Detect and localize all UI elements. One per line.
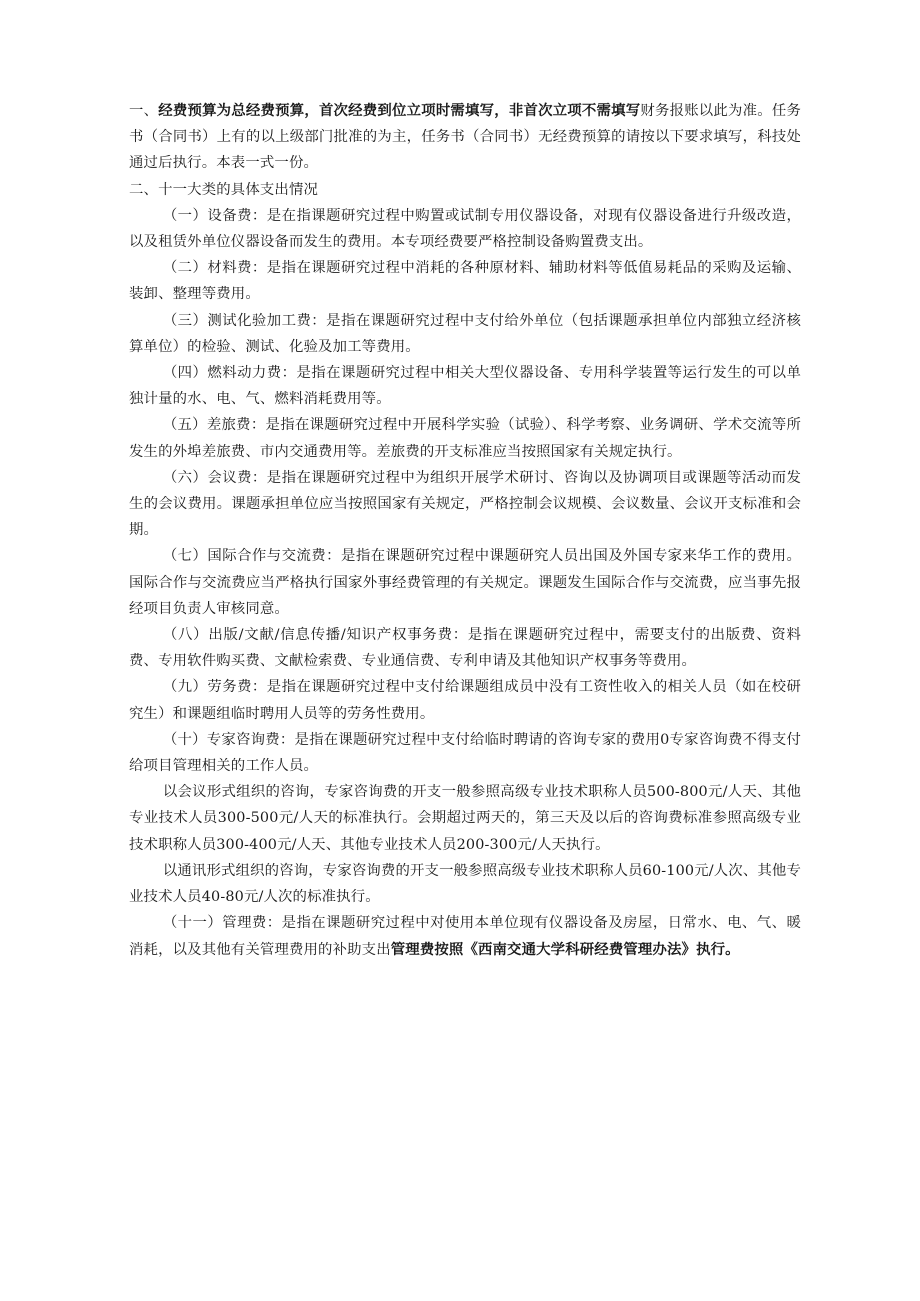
intro-text: 财务报账以此为准。任务书（合同书）上有的以上级部门批准的为主，任务书（合同书）无经费预算的请按以下要求填写，科技处通过后执行。本表一式一份。: [129, 103, 801, 172]
management-text: （十一）管理费：是指在课题研究过程中对使用本单位现有仪器设备及房屋，日常水、电、气、暖消耗，以及其他有关管理费用的补助支出: [129, 915, 801, 958]
expert-meeting-standard: 以会议形式组织的咨询，专家咨询费的开支一般参照高级专业技术职称人员500-800元/人天、其他专业技术人员300-500元/人天的标准执行。会期超过两天的，第三天及以后的咨询费标准参照高级专业技术职称人员300-400元/人天、其他专业技术人员200-300元/人天执行。: [129, 784, 801, 853]
management-bold-note: 管理费按照《西南交通大学科研经费管理办法》执行。: [390, 940, 740, 958]
item-travel: （五）差旅费：是指在课题研究过程中开展科学实验（试验）、科学考察、业务调研、学术交流等所发生的外埠差旅费、市内交通费用等。差旅费的开支标准应当按照国家有关规定执行。: [129, 417, 801, 460]
section-title: 二、十一大类的具体支出情况: [129, 181, 319, 198]
item-expert-consulting: （十）专家咨询费：是指在课题研究过程中支付给临时聘请的咨询专家的费用0专家咨询费不得支付给项目管理相关的工作人员。: [129, 731, 801, 775]
intro-prefix: 一、: [129, 103, 159, 119]
item-equipment: （一）设备费：是在指课题研究过程中购置或试制专用仪器设备，对现有仪器设备进行升级改造，以及租赁外单位仪器设备而发生的费用。本专项经费要严格控制设备购置费支出。: [129, 207, 801, 251]
item-testing: （三）测试化验加工费：是指在课题研究过程中支付给外单位（包括课题承担单位内部独立经济核算单位）的检验、测试、化验及加工等费用。: [129, 312, 801, 355]
intro-bold-note: 经费预算为总经费预算，首次经费到位立项时需填写，非首次立项不需填写: [158, 102, 641, 119]
intro-paragraph: [129, 98, 801, 177]
item-materials: （二）材料费：是指在课题研究过程中消耗的各种原材料、辅助材料等低值易耗品的采购及运输、装卸、整理等费用。: [129, 260, 801, 303]
item-labor: （九）劳务费：是指在课题研究过程中支付给课题组成员中没有工资性收入的相关人员（如在校研究生）和课题组临时聘用人员等的劳务性费用。: [129, 679, 801, 722]
item-fuel-power: （四）燃料动力费：是指在课题研究过程中相关大型仪器设备、专用科学装置等运行发生的可以单独计量的水、电、气、燃料消耗费用等。: [129, 365, 801, 408]
document-body: [129, 98, 801, 963]
item-publication: （八）出版/文献/信息传播/知识产权事务费：是指在课题研究过程中，需要支付的出版费、资料费、专用软件购买费、文献检索费、专业通信费、专利申请及其他知识产权事务等费用。: [129, 627, 801, 670]
expert-remote-standard: 以通讯形式组织的咨询，专家咨询费的开支一般参照高级专业技术职称人员60-100元/人次、其他专业技术人员40-80元/人次的标准执行。: [129, 862, 801, 906]
item-management: [129, 910, 801, 962]
item-international: （七）国际合作与交流费：是指在课题研究过程中课题研究人员出国及外国专家来华工作的费用。国际合作与交流费应当严格执行国家外事经费管理的有关规定。课题发生国际合作与交流费，应当事先报经项目负责人审核同意。: [129, 548, 801, 617]
item-conference: （六）会议费：是指在课题研究过程中为组织开展学术研讨、咨询以及协调项目或课题等活动而发生的会议费用。课题承担单位应当按照国家有关规定，严格控制会议规模、会议数量、会议开支标准和会期。: [129, 469, 801, 539]
